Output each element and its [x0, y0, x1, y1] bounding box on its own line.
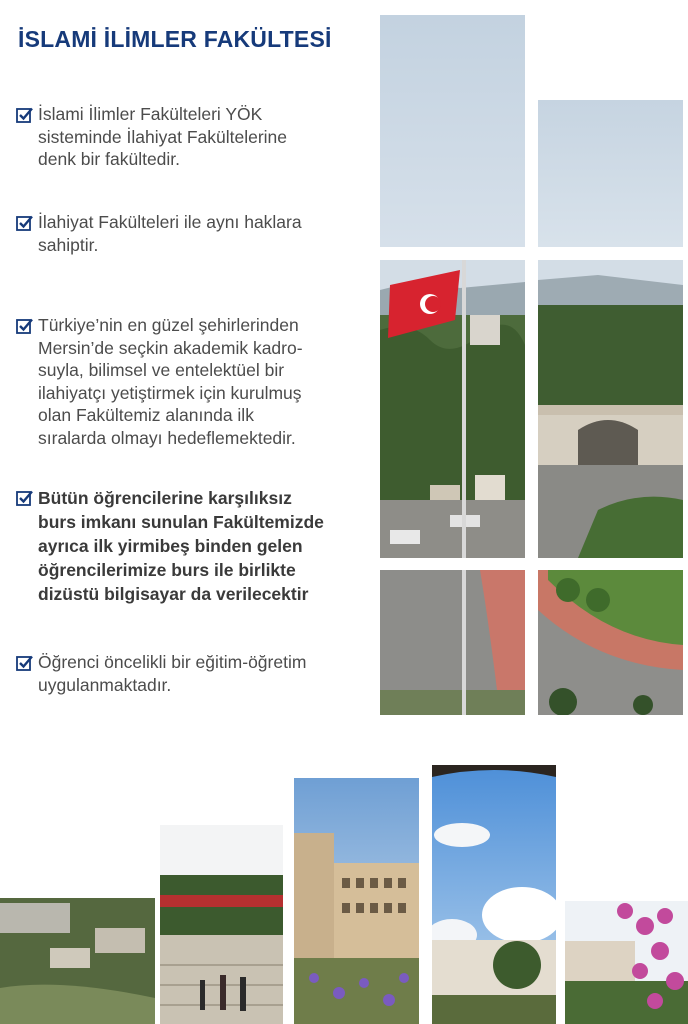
- bullet-text-1: İslami İlimler Fakülteleri YÖK sisteminde İlahiyat Fakültelerine denk bir fakültedir.: [38, 104, 288, 169]
- bullet-item-3: [16, 314, 378, 449]
- checkbox-checked-icon: [16, 489, 34, 507]
- campus-aerial-photo: [0, 898, 155, 1024]
- arch-view-photo: [432, 765, 556, 1024]
- campus-plaza-photo: [160, 825, 283, 1024]
- bullet-text-5: Öğrenci öncelikli bir eğitim-öğretim uygulanmaktadır.: [38, 652, 307, 695]
- campus-gate-tile: [538, 260, 683, 558]
- bullet-item-4: [16, 486, 378, 606]
- checkbox-checked-icon: [16, 106, 34, 124]
- bullet-text-3: Türkiye’nin en güzel şehirlerinden Mersin’de seçkin akademik kadro- suyla, bilimsel ve entelektüel bir ilahiyatçı yetiştirmek için kurulmuş olan Fakültemiz alanında ilk sıralarda olmayı hedeflemektedir.: [38, 315, 303, 448]
- campus-road-tile-1: [380, 570, 525, 715]
- campus-road-tile-2: [538, 570, 683, 715]
- bullet-item-5: [16, 651, 378, 696]
- campus-flag-tile: [380, 260, 525, 558]
- page-title: İSLAMİ İLİMLER FAKÜLTESİ: [18, 26, 332, 52]
- bullet-text-4: Bütün öğrencilerine karşılıksız burs imkanı sunulan Fakültemizde ayrıca ilk yirmibeş binden gelen öğrencilerimize burs ile birlikte dizüstü bilgisayar da verilecektir: [38, 488, 324, 604]
- bullet-text-2: İlahiyat Fakülteleri ile aynı haklara sahiptir.: [38, 212, 302, 255]
- checkbox-checked-icon: [16, 654, 34, 672]
- checkbox-checked-icon: [16, 214, 34, 232]
- bullet-item-2: [16, 211, 378, 256]
- faculty-building-photo: [294, 778, 419, 1024]
- checkbox-checked-icon: [16, 317, 34, 335]
- sky-tile-2: [538, 100, 683, 247]
- sky-tile-1: [380, 15, 525, 247]
- flowers-building-photo: [565, 901, 688, 1024]
- bullet-item-1: [16, 103, 378, 171]
